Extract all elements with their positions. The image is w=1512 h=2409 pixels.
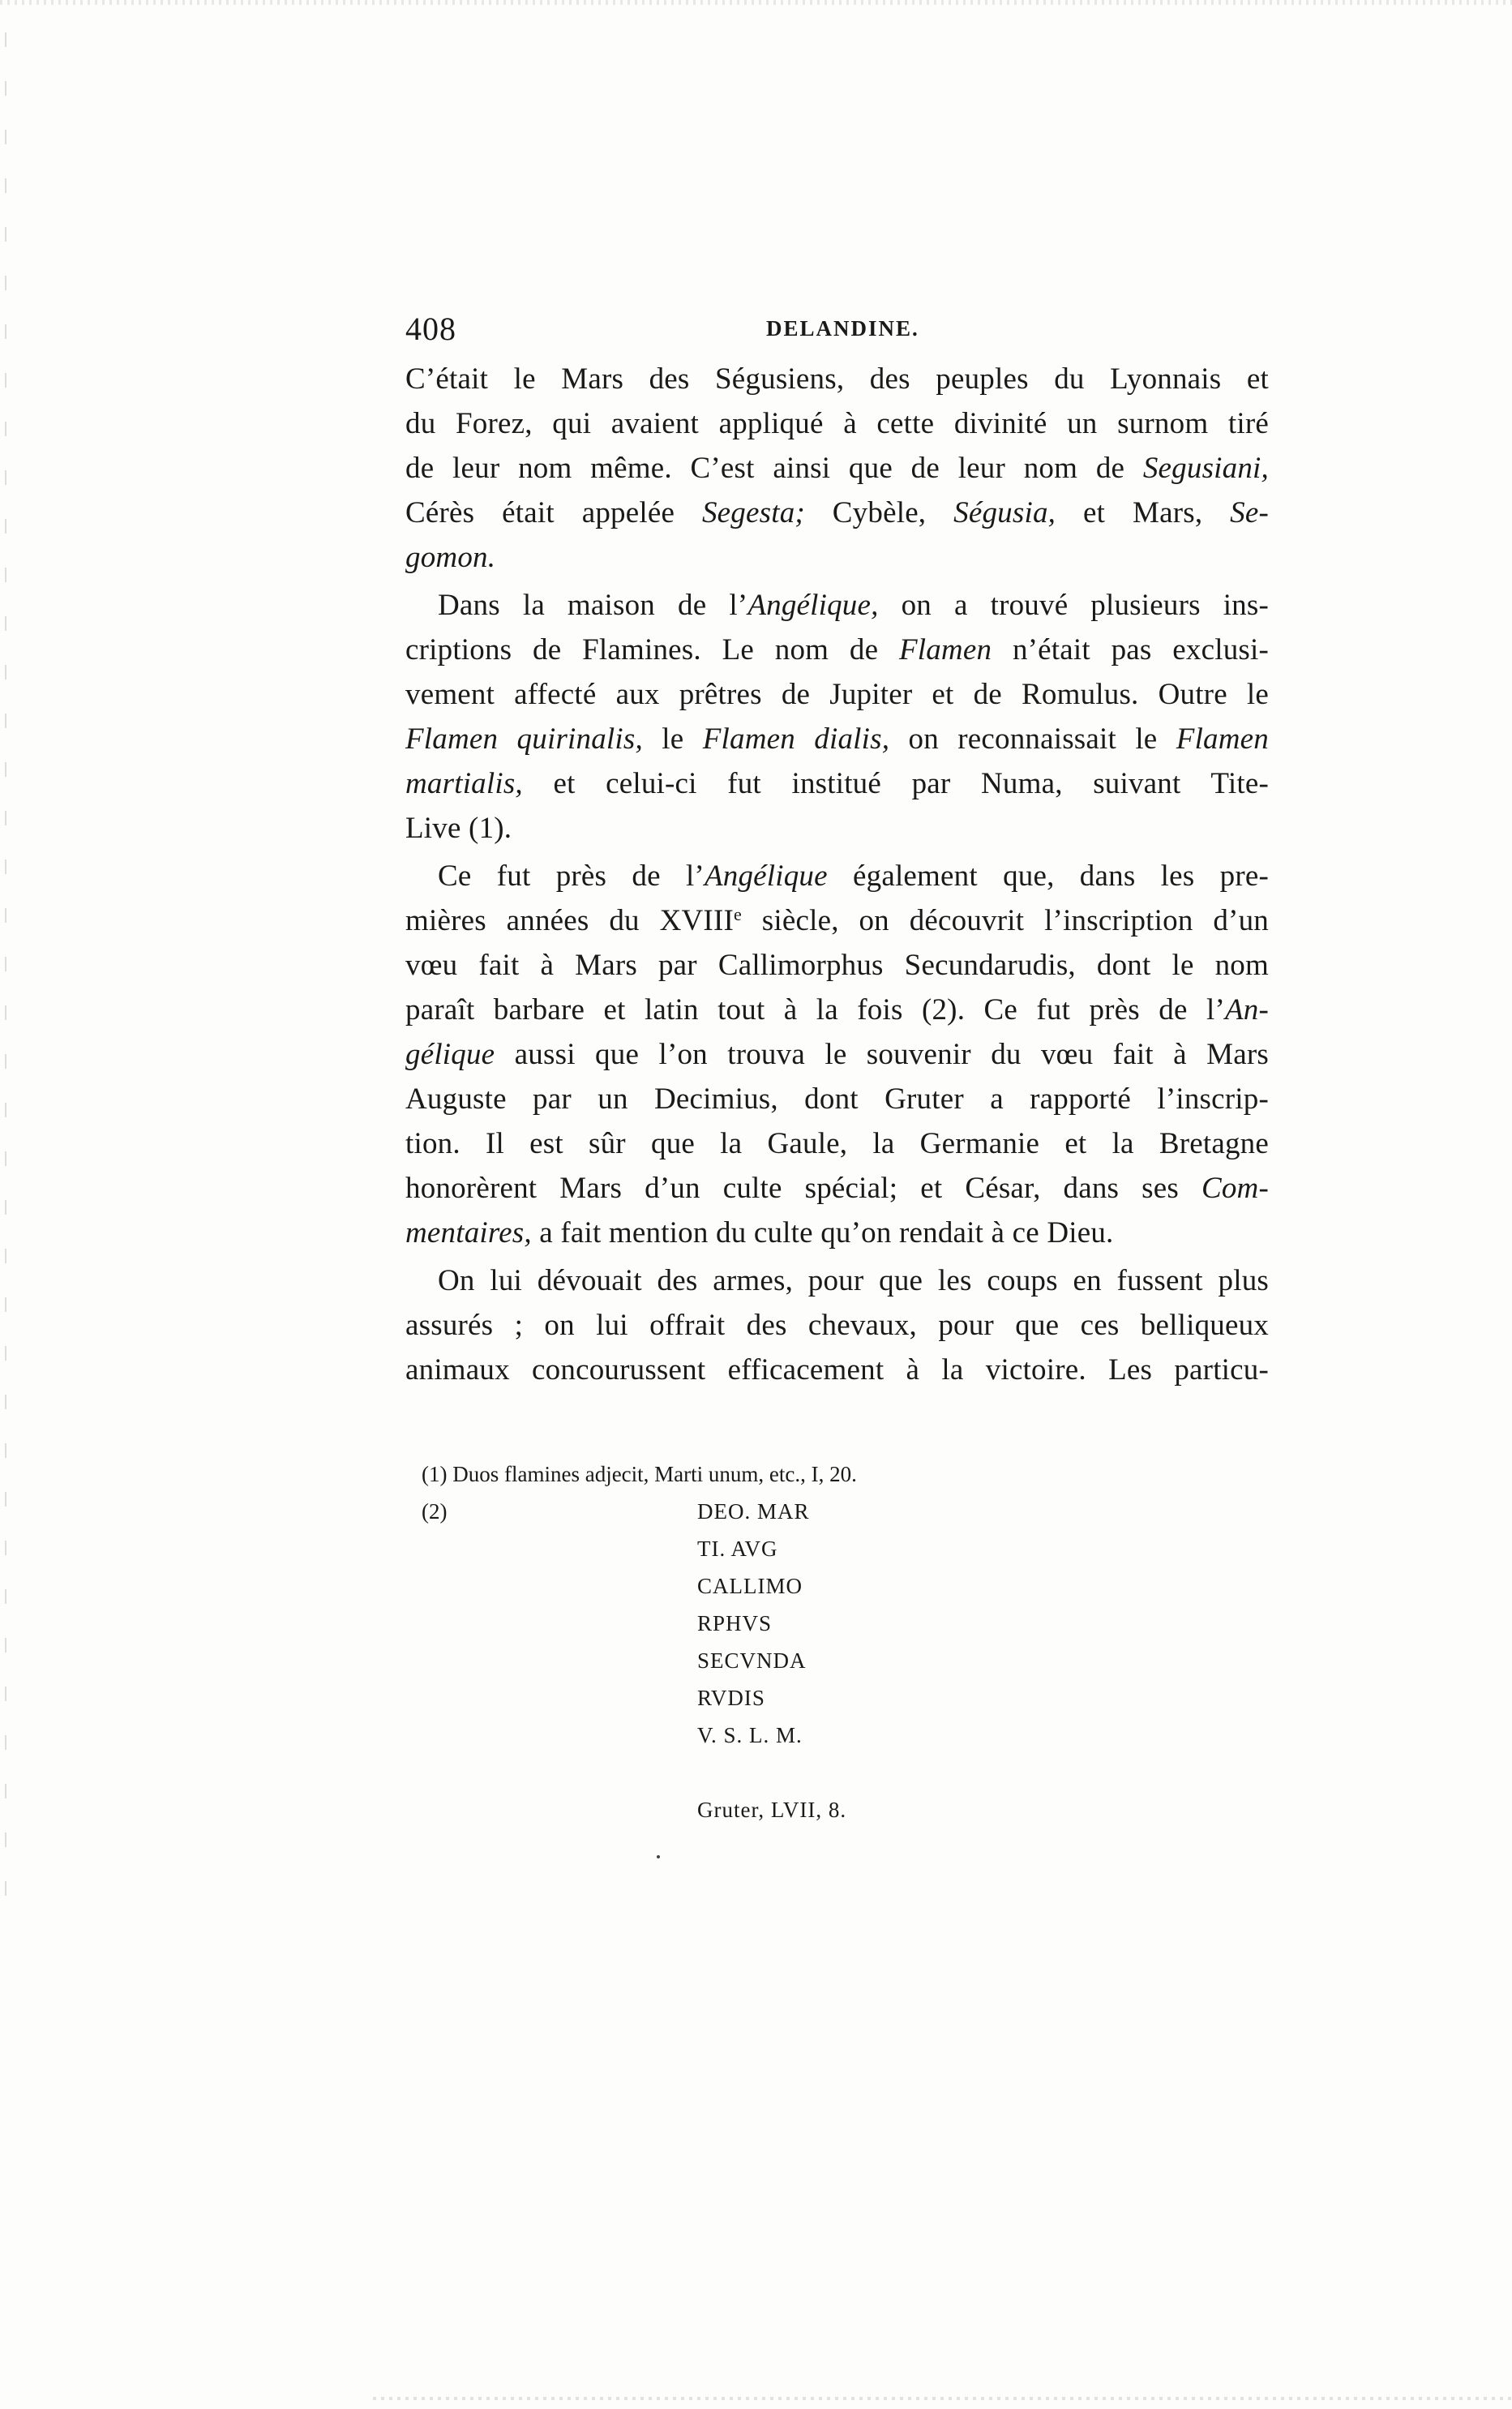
body-text	[405, 357, 1269, 1392]
text-line	[405, 1166, 1269, 1211]
text-run: Segusiani,	[1142, 452, 1269, 485]
text-line	[405, 491, 1269, 535]
text-line	[405, 1077, 1269, 1121]
text-line	[405, 1303, 1269, 1348]
text-line	[405, 446, 1269, 491]
inscription-block	[697, 1493, 940, 1754]
page-number: 408	[405, 311, 456, 347]
text-line	[405, 1032, 1269, 1077]
footnotes	[422, 1455, 1070, 1822]
inscription-line: V. S. L. M.	[697, 1723, 803, 1747]
text-run: a fait mention du culte qu’on rendait à ce Dieu.	[531, 1216, 1114, 1250]
text-run: et Mars,	[1056, 496, 1231, 529]
text-run: Se-	[1230, 496, 1270, 529]
text-line	[405, 672, 1269, 717]
text-run: Ce fut près de l’	[438, 859, 705, 893]
inscription-line: DEO. MAR	[697, 1499, 810, 1524]
text-line	[405, 535, 1269, 580]
text-run: Dans la maison de l’	[438, 589, 748, 622]
text-run: On lui dévouait des armes, pour que les coups en fussent plus	[438, 1264, 1269, 1297]
text-run: mières années du XVIII	[405, 904, 734, 937]
inscription-line: RPHVS	[697, 1611, 773, 1635]
text-run: le	[642, 722, 703, 756]
text-run: gélique	[405, 1038, 495, 1071]
text-line	[405, 628, 1269, 672]
text-run: Segesta;	[701, 496, 805, 529]
text-run: Auguste par un Decimius, dont Gruter a rapporté l’inscrip-	[405, 1082, 1269, 1116]
text-run: Angélique	[704, 859, 828, 893]
text-run: mentaires,	[405, 1216, 532, 1250]
text-run: du Forez, qui avaient appliqué à cette divinité un surnom tiré	[405, 407, 1269, 440]
text-run: tion. Il est sûr que la Gaule, la Germanie et la Bretagne	[405, 1127, 1269, 1160]
inscription-source: Gruter, LVII, 8.	[697, 1798, 847, 1822]
footnote-1: (1) Duos flamines adjecit, Marti unum, etc., I, 20.	[422, 1462, 857, 1486]
text-run: Live (1).	[405, 812, 512, 845]
text-line	[405, 1258, 1269, 1303]
text-run: Com-	[1201, 1172, 1269, 1205]
text-run: honorèrent Mars d’un culte spécial; et César, dans ses	[405, 1172, 1201, 1205]
footnote-2-marker: (2)	[422, 1499, 448, 1524]
running-head: DELANDINE.	[766, 316, 919, 341]
text-run: vement affecté aux prêtres de Jupiter et de Romulus. Outre le	[405, 678, 1269, 711]
text-run: An-	[1224, 993, 1269, 1027]
text-line	[405, 943, 1269, 988]
text-line	[405, 1211, 1269, 1255]
text-run: assurés ; on lui offrait des chevaux, pour que ces belliqueux	[405, 1309, 1269, 1342]
text-run: siècle, on découvrit l’inscription d’un	[741, 904, 1269, 937]
text-line	[405, 806, 1269, 851]
scan-edge-top	[0, 0, 1512, 5]
inscription-line: SECVNDA	[697, 1648, 807, 1673]
text-run: et celui-ci fut institué par Numa, suivant Tite-	[522, 767, 1269, 800]
text-run: Angélique,	[747, 589, 879, 622]
page-header	[405, 310, 1269, 350]
text-run: paraît barbare et latin tout à la fois (2). Ce fut près de l’	[405, 993, 1225, 1027]
text-line	[405, 1348, 1269, 1392]
text-run: C’était le Mars des Ségusiens, des peuples du Lyonnais et	[405, 362, 1269, 396]
text-run: Flamen quirinalis,	[405, 722, 643, 756]
text-run: Flamen	[1176, 722, 1269, 756]
text-line	[405, 854, 1269, 898]
text-run: gomon.	[405, 541, 496, 574]
text-run: Cérès était appelée	[405, 496, 702, 529]
text-run: martialis,	[405, 767, 523, 800]
text-run: on reconnaissait le	[889, 722, 1176, 756]
text-run: vœu fait à Mars par Callimorphus Secundarudis, dont le nom	[405, 949, 1269, 982]
text-line	[405, 761, 1269, 806]
text-run: Ségusia,	[953, 496, 1056, 529]
text-run: animaux concourussent efficacement à la victoire. Les particu-	[405, 1353, 1269, 1387]
scan-speck	[657, 1855, 660, 1858]
text-line	[405, 988, 1269, 1032]
text-run: aussi que l’on trouva le souvenir du vœu fait à Mars	[495, 1038, 1269, 1071]
scan-edge-bottom	[373, 2397, 1512, 2400]
text-run: criptions de Flamines. Le nom de	[405, 633, 899, 667]
text-run: n’était pas exclusi-	[992, 633, 1269, 667]
text-line	[405, 583, 1269, 628]
inscription-line: RVDIS	[697, 1686, 765, 1710]
text-line	[405, 717, 1269, 761]
scan-edge-left	[5, 32, 6, 1897]
text-run: de leur nom même. C’est ainsi que de leur nom de	[405, 452, 1143, 485]
inscription-line: TI. AVG	[697, 1537, 778, 1561]
text-run: Cybèle,	[804, 496, 954, 529]
text-run: Flamen	[898, 633, 992, 667]
text-line	[405, 1121, 1269, 1166]
text-run: également que, dans les pre-	[827, 859, 1269, 893]
text-run: Flamen dialis,	[702, 722, 890, 756]
text-run: on a trouvé plusieurs ins-	[878, 589, 1269, 622]
text-line	[405, 898, 1269, 943]
text-line	[405, 401, 1269, 446]
inscription-line: CALLIMO	[697, 1574, 803, 1598]
text-run: e	[733, 904, 742, 924]
text-line	[405, 357, 1269, 401]
